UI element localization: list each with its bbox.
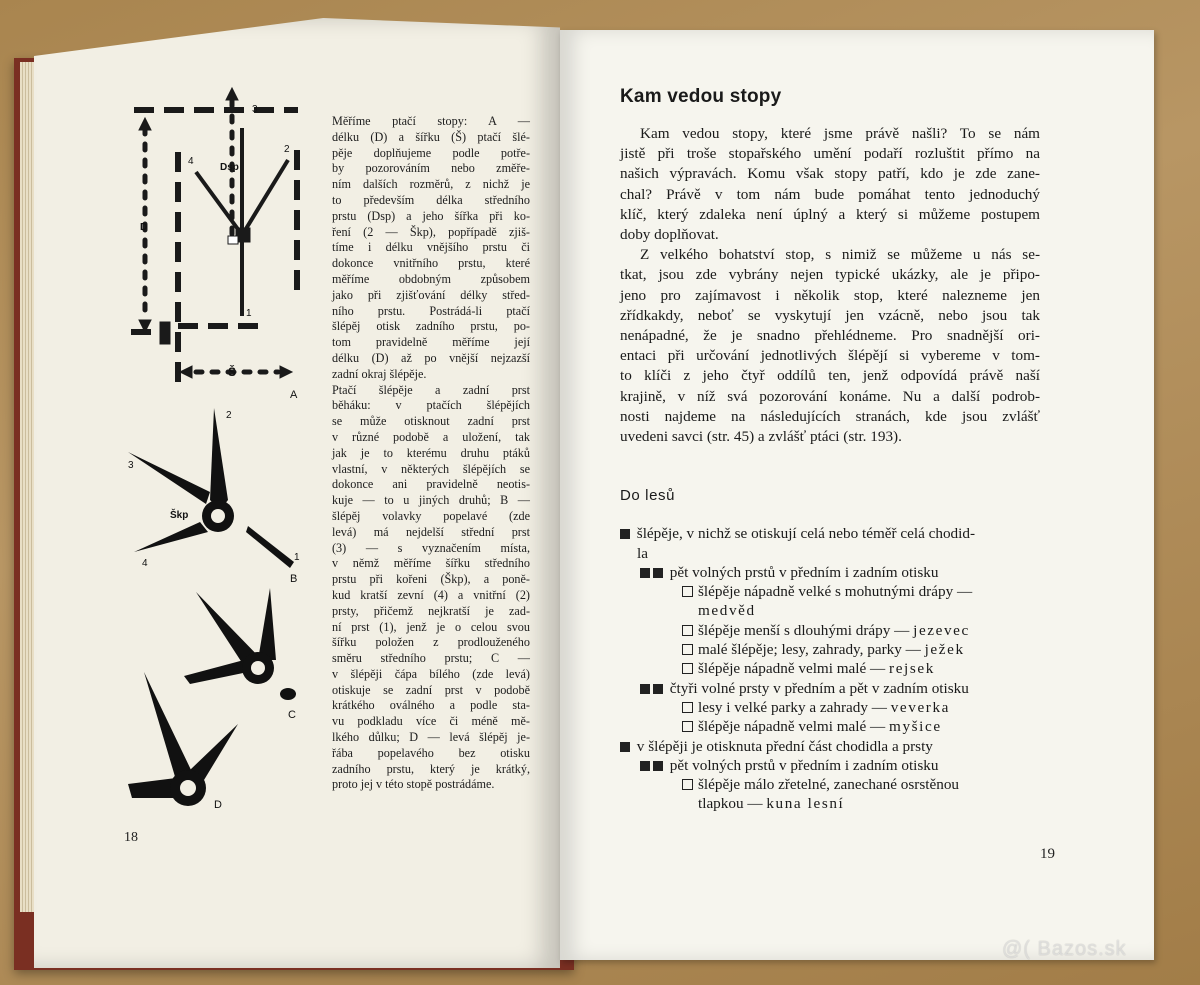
- fig-a-label-2: 2: [284, 144, 290, 155]
- key-item-level1: šlépěje, v nichž se otiskují celá nebo téměř celá chodid-: [620, 524, 1040, 543]
- text-line: Měříme ptačí stopy: A —: [332, 114, 530, 128]
- square-bullet-icon: [653, 684, 663, 694]
- intro-paragraph-2: [620, 245, 1040, 447]
- left-page-number: 18: [124, 830, 138, 845]
- text-line: ním dalších rozměrů, z nichž je: [332, 177, 530, 192]
- fig-c-letter: C: [288, 709, 296, 721]
- fig-a-letter: A: [290, 389, 298, 401]
- fig-a-label-1: 1: [246, 308, 252, 319]
- text-line: tíme i délku vnějšího prstu či: [332, 240, 530, 255]
- text-line: šlépěj volavky popelavé (zde: [332, 508, 530, 523]
- text-line: prstu (Dsp) a jeho šířka při ko-: [332, 208, 530, 223]
- right-page-number: 19: [1040, 846, 1055, 862]
- text-line: běháku: v ptačích šlépějích: [332, 398, 530, 413]
- text-line: kuje — to u jiných druhů; B —: [332, 493, 530, 508]
- text-line: zadního prstu, který je krátký,: [332, 761, 530, 776]
- text-line: našich výpravách. Komu však stopy patří, kdo je zde zane-: [620, 165, 1040, 183]
- text-line: jeno pro zajímavost i několik stop, které nalezneme jen: [620, 286, 1040, 304]
- text-line: dokonce vnitřního prstu, které: [332, 256, 530, 271]
- square-bullet-icon: [640, 684, 650, 694]
- hollow-square-icon: [682, 644, 693, 655]
- key-item-level1: v šlépěji je otisknuta přední část chodidla a prsty: [620, 737, 1040, 756]
- hollow-square-icon: [682, 663, 693, 674]
- fig-b-letter: B: [290, 573, 298, 585]
- hollow-square-icon: [682, 586, 693, 597]
- text-line: klíč, který zdaleka není úplný a který si můžeme postupem: [620, 205, 1040, 223]
- key-item-level3: šlépěje menší s dlouhými drápy — jezevec: [620, 621, 1040, 640]
- fig-b-label-skp: Škp: [170, 510, 189, 521]
- text-line: Kam vedou stopy, které jsme právě našli? To se nám: [640, 125, 1040, 142]
- left-page-text-column: [332, 114, 530, 793]
- identification-key: [620, 524, 1040, 813]
- key-item-level3: šlépěje nápadně velmi malé — myšice: [620, 717, 1040, 736]
- text-line: krátkého oválného a podle sta-: [332, 698, 530, 713]
- key-item-level2: pět volných prstů v předním i zadním otisku: [620, 563, 1040, 582]
- text-line: dokonce ani pravidelně neotis-: [332, 477, 530, 492]
- fig-a-label-s: Š: [228, 365, 237, 379]
- key-item-level3: šlépěje málo zřetelné, zanechané osrstěnou: [620, 775, 1040, 794]
- square-bullet-icon: [640, 761, 650, 771]
- figure-c-stork-track: [184, 588, 296, 700]
- square-bullet-icon: [620, 529, 630, 539]
- text-line: lkého důlku; D — levá šlépěj je-: [332, 730, 530, 745]
- text-line: (3) — s vyznačením místa,: [332, 540, 530, 555]
- text-line: nosti najdeme na následujících stranách, kde jsou zvlášť: [620, 407, 1040, 425]
- hollow-square-icon: [682, 721, 693, 732]
- key-item-level2: pět volných prstů v předním i zadním otisku: [620, 756, 1040, 775]
- text-line: ního prstu. Postrádá-li ptačí: [332, 303, 530, 318]
- key-item-level3: šlépěje nápadně velmi malé — rejsek: [620, 659, 1040, 678]
- text-line: jako při zjišťování délky střed-: [332, 287, 530, 302]
- text-line: chal? Právě v tom nám bude pomáhat tento jednoduchý: [620, 185, 1040, 203]
- key-species-marten: kuna lesní: [766, 795, 845, 813]
- hollow-square-icon: [682, 702, 693, 713]
- text-line: jistě při troše stopařského umění podaří rozluštit přímo na: [620, 145, 1040, 163]
- text-line: tkat, jsou zde vybrány nejen typické ukázky, ale je připo-: [620, 266, 1040, 284]
- fig-a-label-d: D: [140, 222, 148, 233]
- text-line: Ptačí šlépěje a zadní prst: [332, 382, 530, 397]
- text-line: v němž měříme šířku středního: [332, 556, 530, 571]
- text-line: šlépěj otisk zadního prstu, po-: [332, 319, 530, 334]
- intro-paragraph-1: [620, 124, 1040, 245]
- text-line: jak je to kterému druhu ptáků: [332, 445, 530, 460]
- text-line: doby doplňovat.: [620, 226, 719, 244]
- right-page-content: [620, 86, 1040, 814]
- key-species-squirrel: veverka: [890, 698, 950, 716]
- text-line: ření (2 — Škp), popřípadě zjiš-: [332, 224, 530, 239]
- text-line: v šlépěji čápa bílého (zde levá): [332, 666, 530, 681]
- key-species-badger: jezevec: [913, 621, 970, 639]
- figure-a-measure-diagram: [131, 88, 298, 385]
- key-species-mouse: myšice: [889, 718, 942, 736]
- text-line: řába popelavého bez otisku: [332, 745, 530, 760]
- square-bullet-icon: [653, 761, 663, 771]
- text-line: by pozorováním nebo změře-: [332, 161, 530, 176]
- hollow-square-icon: [682, 779, 693, 790]
- section-title: Do lesů: [620, 487, 676, 505]
- key-species-shrew: rejsek: [889, 660, 935, 678]
- text-line: délku (D) a šířku (Š) ptačí šlé-: [332, 129, 530, 144]
- text-line: pěje doplňujeme podle potře-: [332, 145, 530, 160]
- fig-b-label-4: 4: [142, 558, 148, 569]
- key-species-bear: medvěd: [698, 602, 756, 620]
- text-line: prstu při kořeni (Škp), a poně-: [332, 572, 530, 587]
- fig-d-letter: D: [214, 799, 222, 811]
- text-line: prsty, přičemž nejkratší je zad-: [332, 603, 530, 618]
- text-line: to klíči z jeho čtyř oddílů ten, jenž odpovídá právě naší: [620, 367, 1040, 385]
- text-line: krajině, v níž svá pozorování konáme. Nu a další podrob-: [620, 387, 1040, 405]
- text-line: vlastní, v některých šlépějích se: [332, 461, 530, 476]
- text-line: nenápadné, že je snadno přehlédneme. Pro snadnější ori-: [620, 327, 1040, 345]
- text-line: kud kratší zevní (4) a vnitřní (2): [332, 587, 530, 602]
- text-line: vu podkladu více či méně mě-: [332, 714, 530, 729]
- text-line: šířku položen z prodlouženého: [332, 635, 530, 650]
- text-line: tom pravidelně měříme její: [332, 335, 530, 350]
- text-line: zadní okraj šlépěje.: [332, 366, 427, 381]
- text-line: levá) má nejdelší střední prst: [332, 524, 530, 539]
- key-item-continuation: la: [637, 544, 648, 562]
- key-item-level3: malé šlépěje; lesy, zahrady, parky — ježek: [620, 640, 1040, 659]
- square-bullet-icon: [653, 568, 663, 578]
- text-line: směru středního prstu; C —: [332, 651, 530, 666]
- key-item-continuation: tlapkou — kuna lesní: [698, 795, 845, 813]
- bazos-watermark: @( Bazos.sk: [1002, 938, 1127, 960]
- text-line: měříme obdobným způsobem: [332, 271, 530, 286]
- text-line: zřídkakdy, neboť se vyskytují jen vzácně, nebo jsou tak: [620, 306, 1040, 324]
- text-line: v různé podobě a uložení, tak: [332, 429, 530, 444]
- hollow-square-icon: [682, 625, 693, 636]
- text-line: otiskuje se zadní prst v podobě: [332, 682, 530, 697]
- key-species-hedgehog: ježek: [924, 641, 965, 659]
- text-line: ní prst (1), jenž je o celou svou: [332, 619, 530, 634]
- text-line: délku (D) až po vnější nejzazší: [332, 350, 530, 365]
- text-line: Z velkého bohatství stop, s nimiž se můžeme u nás se-: [640, 246, 1040, 264]
- text-line: proto jej v této stopě postrádáme.: [332, 777, 495, 792]
- key-item-level3: lesy i velké parky a zahrady — veverka: [620, 698, 1040, 717]
- figure-d-crane-track: [128, 672, 238, 806]
- text-line: to především délka středního: [332, 192, 530, 207]
- square-bullet-icon: [620, 742, 630, 752]
- fig-b-label-2: 2: [226, 410, 232, 421]
- text-line: se může otisknout zadní prst: [332, 414, 530, 429]
- text-line: uvedeni savci (str. 45) a zvlášť ptáci (str. 193).: [620, 428, 902, 446]
- fig-a-label-dsp: Dsp: [220, 162, 239, 173]
- fig-b-label-3: 3: [128, 460, 134, 471]
- chapter-heading: Kam vedou stopy: [620, 86, 782, 107]
- key-item-level2: čtyři volné prsty v předním a pět v zadním otisku: [620, 679, 1040, 698]
- square-bullet-icon: [640, 568, 650, 578]
- fig-a-label-4: 4: [188, 156, 194, 167]
- text-line: entaci při určování jednotlivých šlépějí si vybereme v tom-: [620, 347, 1040, 365]
- fig-a-label-3: 3: [252, 104, 258, 115]
- key-item-level3: šlépěje nápadně velké s mohutnými drápy —: [620, 582, 1040, 601]
- fig-b-label-1: 1: [294, 552, 300, 563]
- figure-b-heron-track: [128, 408, 294, 568]
